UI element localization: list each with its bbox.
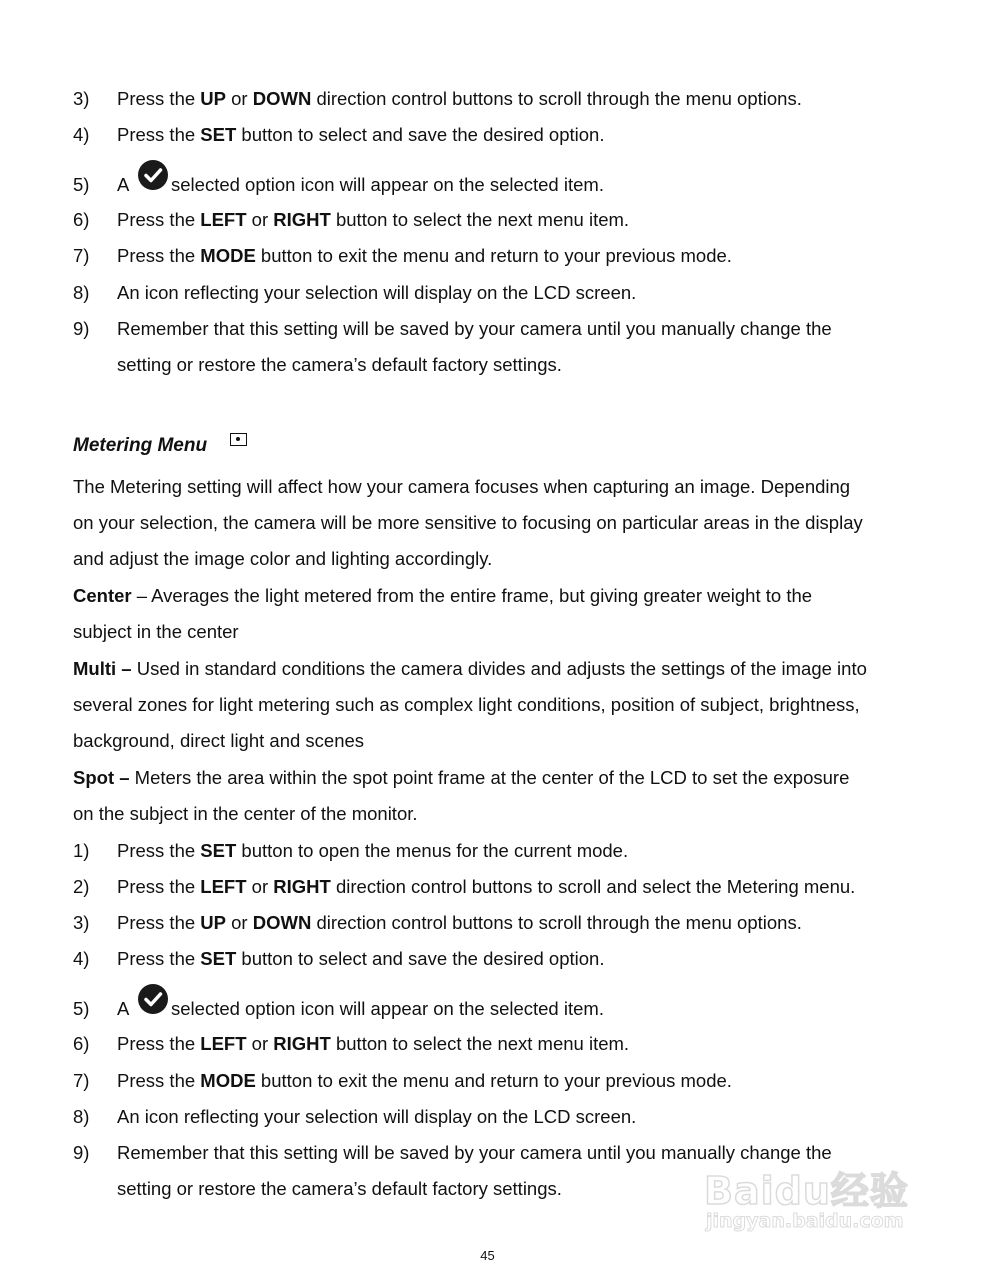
list-item-number: 9) (73, 1142, 90, 1163)
list-item-text-a: A (117, 174, 130, 195)
list-item-number: 3) (73, 88, 90, 109)
paragraph-line: subject in the center (73, 621, 239, 642)
list-item-text: An icon reflecting your selection will display on the LCD screen. (117, 1106, 637, 1127)
watermark (700, 1130, 940, 1240)
list-item-text: selected option icon will appear on the selected item. (171, 174, 604, 195)
definition-spot: Spot – Meters the area within the spot point frame at the center of the LCD to set the exposure (73, 767, 850, 788)
list-item-text: setting or restore the camera’s default factory settings. (117, 1178, 562, 1199)
paragraph-line: and adjust the image color and lighting accordingly. (73, 548, 493, 569)
metering-icon (230, 433, 247, 446)
definition-center: Center – Averages the light metered from the entire frame, but giving greater weight to the (73, 585, 813, 606)
paragraph-line: on your selection, the camera will be more sensitive to focusing on particular areas in the display (73, 512, 863, 533)
paragraph-line: The Metering setting will affect how your camera focuses when capturing an image. Depending (73, 476, 851, 497)
list-item-number: 2) (73, 876, 90, 897)
list-item-text-a: A (117, 998, 130, 1019)
paragraph-line: on the subject in the center of the monitor. (73, 803, 418, 824)
list-item-number: 6) (73, 209, 90, 230)
list-item-text: Remember that this setting will be saved by your camera until you manually change the (117, 318, 832, 339)
list-item-number: 6) (73, 1033, 90, 1054)
list-item-text: selected option icon will appear on the selected item. (171, 998, 604, 1019)
list-item-text: An icon reflecting your selection will display on the LCD screen. (117, 282, 637, 303)
list-item-text: Press the MODE button to exit the menu and return to your previous mode. (117, 1070, 732, 1091)
list-item-text: Press the UP or DOWN direction control buttons to scroll through the menu options. (117, 88, 802, 109)
list-item-text: Press the SET button to select and save the desired option. (117, 124, 605, 145)
list-item-text: Press the UP or DOWN direction control buttons to scroll through the menu options. (117, 912, 802, 933)
list-item-text: setting or restore the camera’s default factory settings. (117, 354, 562, 375)
definition-multi: Multi – Used in standard conditions the camera divides and adjusts the settings of the image into (73, 658, 867, 679)
list-item-number: 4) (73, 124, 90, 145)
watermark-logo: Baidu经验 (704, 1169, 909, 1213)
checkmark-icon (138, 160, 168, 190)
list-item-number: 8) (73, 282, 90, 303)
list-item-number: 7) (73, 245, 90, 266)
paragraph-line: background, direct light and scenes (73, 730, 365, 751)
list-item-text: Press the SET button to open the menus for the current mode. (117, 840, 629, 861)
list-item-number: 1) (73, 840, 90, 861)
list-item-text: Press the SET button to select and save the desired option. (117, 948, 605, 969)
section-heading: Metering Menu (73, 435, 208, 456)
watermark-url: jingyan.baidu.com (706, 1210, 904, 1232)
list-item-text: Press the MODE button to exit the menu and return to your previous mode. (117, 245, 732, 266)
list-item-number: 4) (73, 948, 90, 969)
page-number: 45 (480, 1248, 495, 1263)
list-item-number: 5) (73, 998, 90, 1019)
list-item-number: 8) (73, 1106, 90, 1127)
checkmark-icon (138, 984, 168, 1014)
list-item-text: Press the LEFT or RIGHT direction control buttons to scroll and select the Metering menu. (117, 876, 856, 897)
list-item-number: 9) (73, 318, 90, 339)
list-item-number: 3) (73, 912, 90, 933)
list-item-text: Press the LEFT or RIGHT button to select the next menu item. (117, 209, 630, 230)
list-item-text: Remember that this setting will be saved by your camera until you manually change the (117, 1142, 832, 1163)
paragraph-line: several zones for light metering such as complex light conditions, position of subject, brightness, (73, 694, 860, 715)
list-item-number: 5) (73, 174, 90, 195)
list-item-text: Press the LEFT or RIGHT button to select the next menu item. (117, 1033, 630, 1054)
list-item-number: 7) (73, 1070, 90, 1091)
